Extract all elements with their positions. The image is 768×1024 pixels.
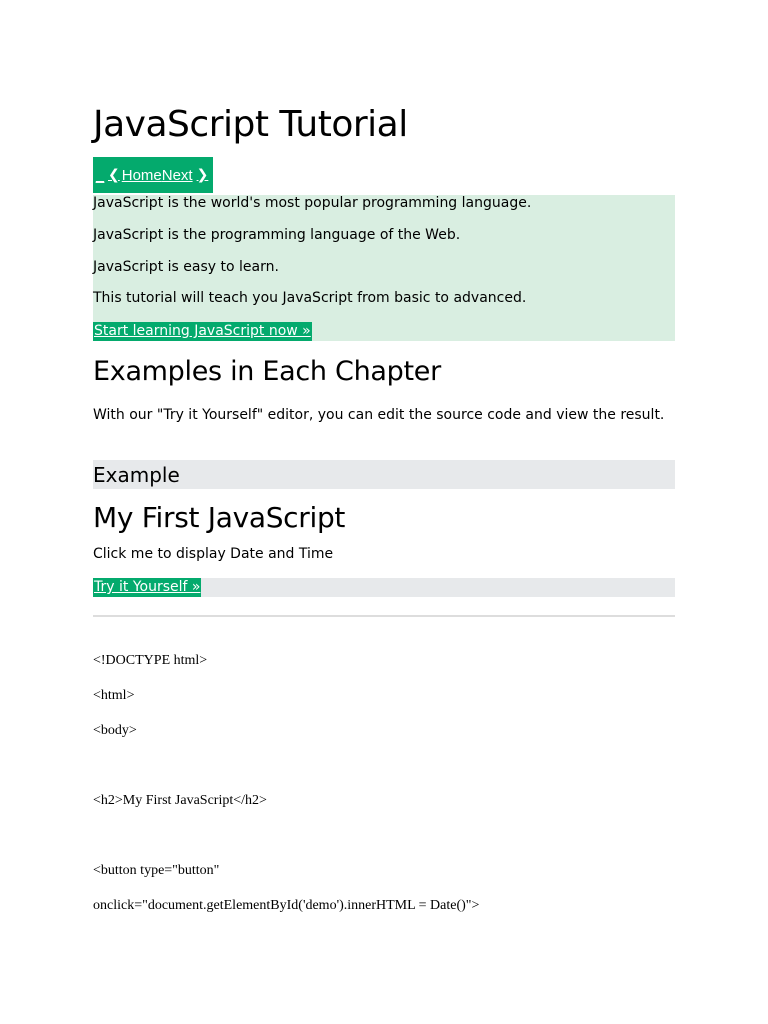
code-line: <h2>My First JavaScript</h2> — [93, 793, 267, 808]
tutorial-nav — [93, 157, 213, 193]
intro-paragraph: This tutorial will teach you JavaScript from basic to advanced. — [93, 290, 527, 306]
code-line: onclick="document.getElementById('demo').innerHTML = Date()"> — [93, 898, 480, 913]
page-title: JavaScript Tutorial — [93, 104, 408, 145]
example-text: Click me to display Date and Time — [93, 546, 334, 562]
start-learning-button[interactable]: Start learning JavaScript now » — [94, 323, 311, 339]
divider — [93, 615, 675, 617]
nav-home-next-link[interactable] — [108, 158, 212, 192]
example-heading: My First JavaScript — [93, 501, 346, 534]
code-line: <body> — [93, 723, 137, 738]
nav-home-label[interactable]: Home — [121, 166, 162, 184]
chevron-right-icon: ❯ — [196, 167, 209, 183]
nav-next-label[interactable]: Next — [161, 166, 193, 184]
code-line: <html> — [93, 688, 135, 703]
intro-paragraph: JavaScript is the world's most popular programming language. — [93, 195, 532, 211]
example-header-bar — [93, 460, 675, 489]
chevron-left-icon: ❮ — [108, 167, 120, 183]
code-line: <button type="button" — [93, 863, 220, 878]
example-label: Example — [93, 463, 180, 487]
code-line: <!DOCTYPE html> — [93, 653, 208, 668]
nav-links — [107, 157, 213, 193]
section-description: With our "Try it Yourself" editor, you can edit the source code and view the result. — [93, 407, 665, 423]
section-heading: Examples in Each Chapter — [93, 356, 441, 387]
nav-prev-button[interactable] — [93, 157, 107, 193]
try-it-yourself-button[interactable]: Try it Yourself » — [94, 579, 201, 595]
intro-paragraph: JavaScript is easy to learn. — [93, 259, 279, 275]
nav-prev-label: _ — [95, 166, 105, 184]
intro-paragraph: JavaScript is the programming language of the Web. — [93, 227, 461, 243]
